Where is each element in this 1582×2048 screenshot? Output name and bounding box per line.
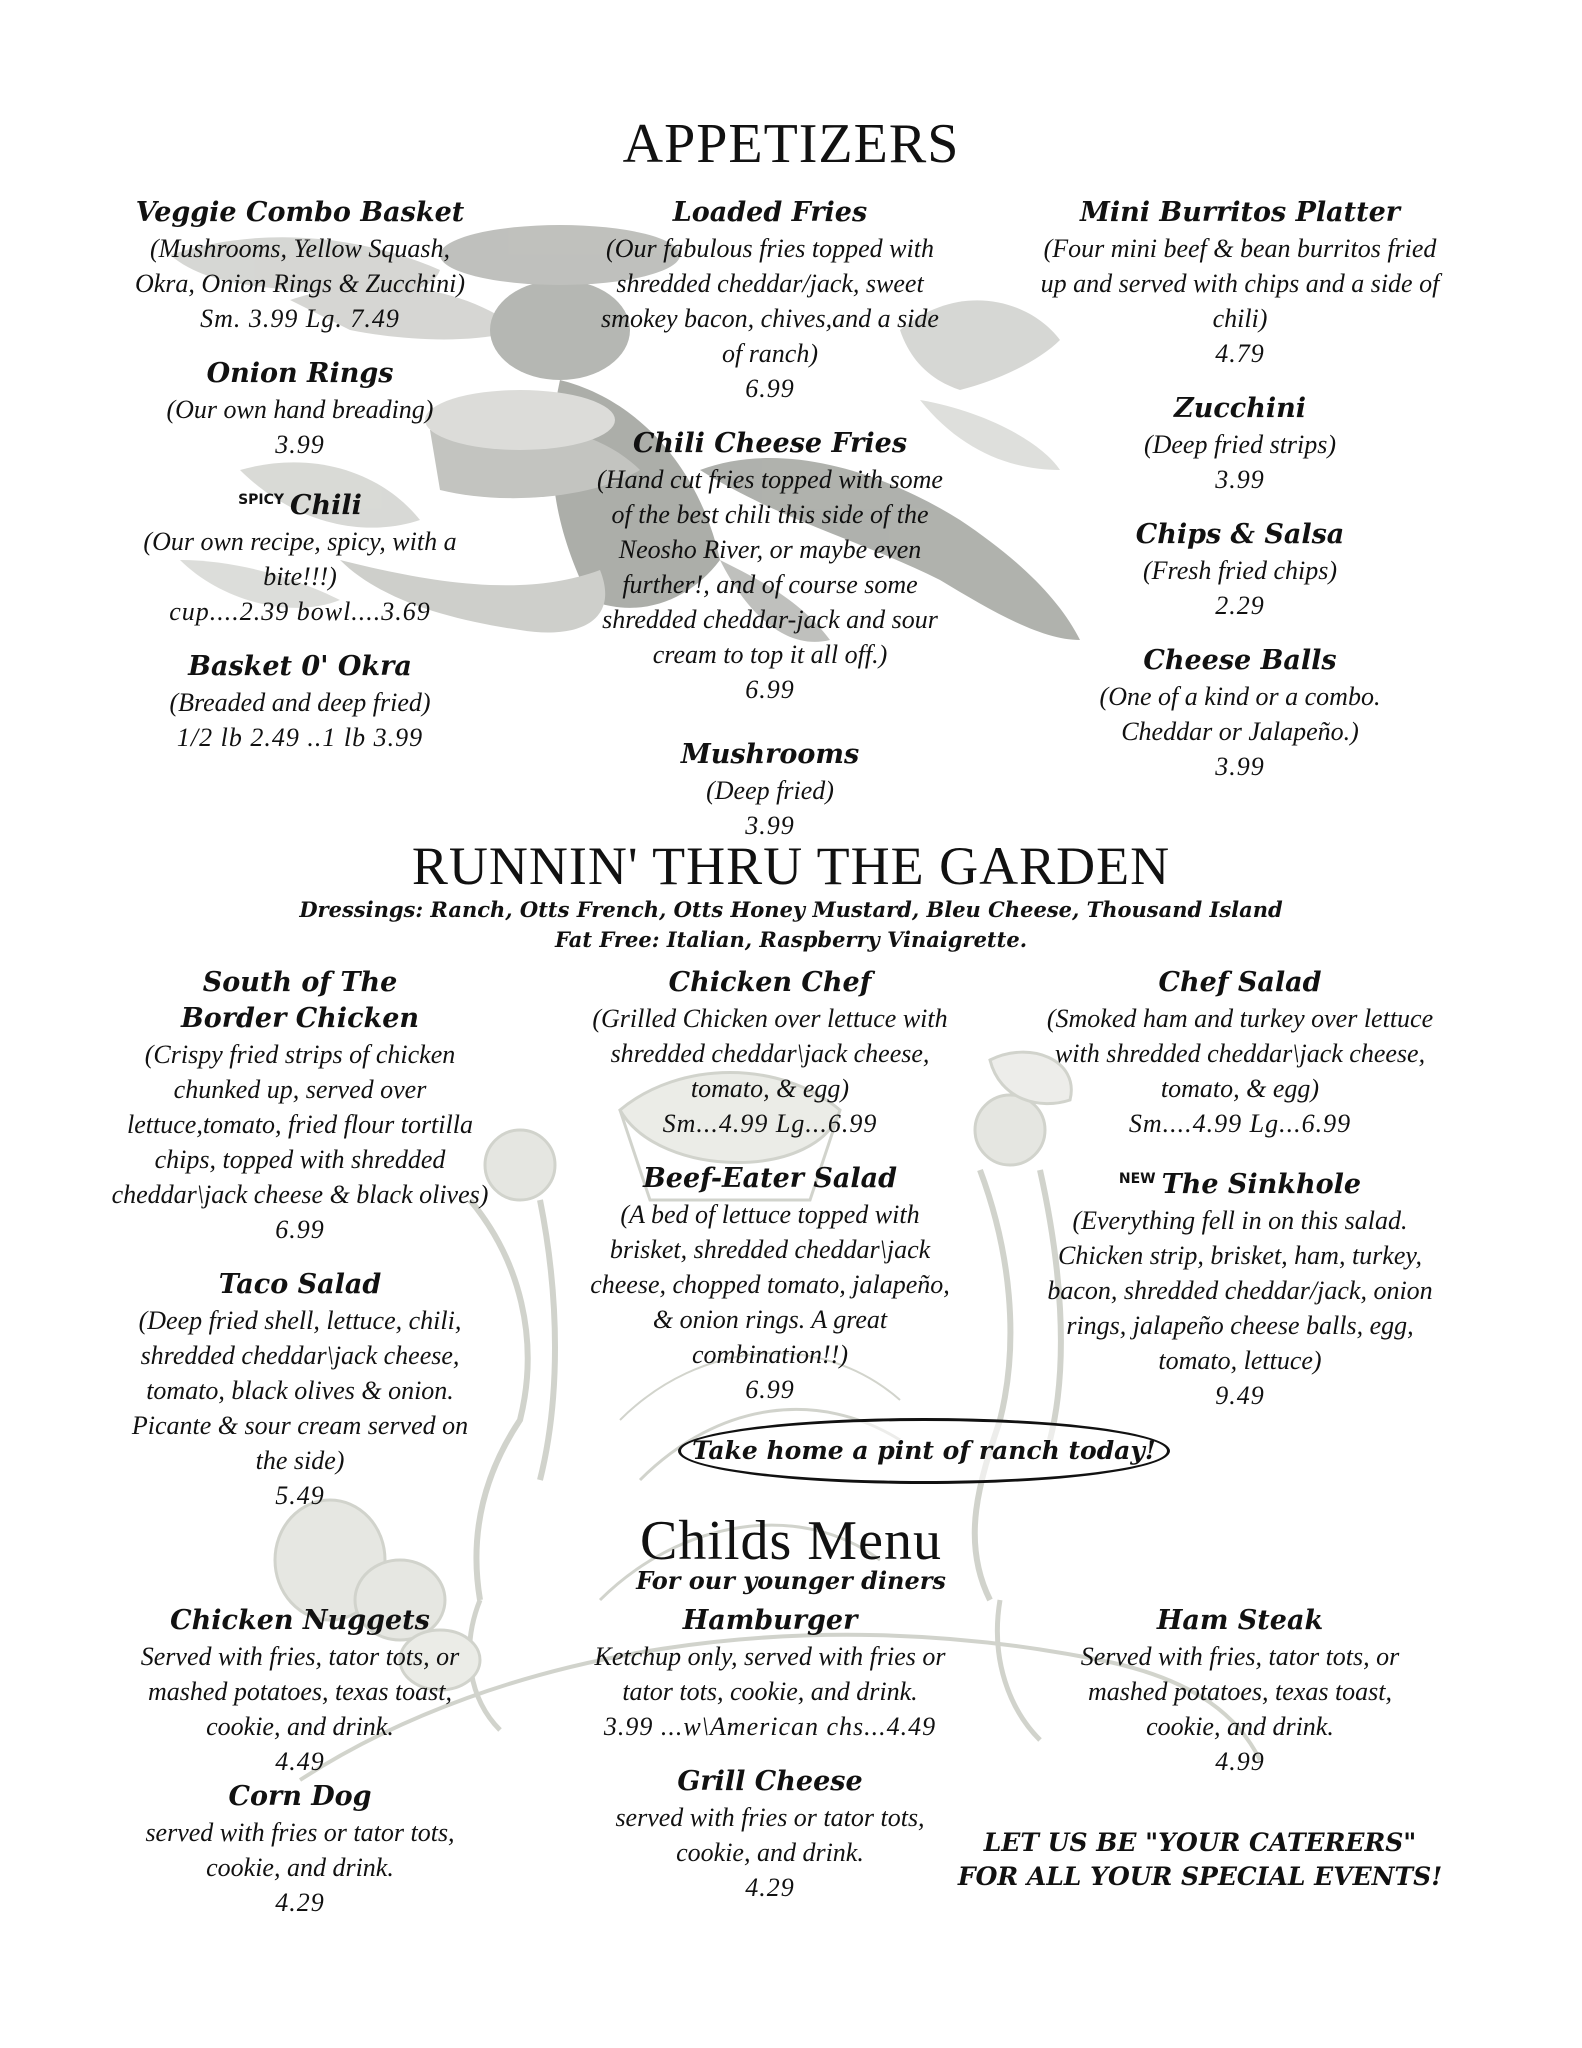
menu-item <box>110 965 490 1247</box>
garden-title: RUNNIN' THRU THE GARDEN <box>411 836 1171 896</box>
item-price: 4.29 <box>745 1873 795 1902</box>
garden-column-1 <box>110 965 490 1513</box>
dressings-line-1: Dressings: Ranch, Otts French, Otts Honey Mustard, Bleu Cheese, Thousand Island <box>299 897 1283 922</box>
item-name: Veggie Combo Basket <box>135 197 465 228</box>
item-description: (Mushrooms, Yellow Squash, Okra, Onion Rings & Zucchini) <box>134 234 466 298</box>
item-description: served with fries or tator tots, cookie, and drink. <box>145 1818 455 1882</box>
item-description: (Breaded and deep fried) <box>169 688 431 717</box>
item-name: Corn Dog <box>228 1781 372 1812</box>
item-description: (Our own hand breading) <box>166 395 434 424</box>
menu-item <box>110 195 490 336</box>
item-price: Sm...4.99 Lg...6.99 <box>662 1109 878 1138</box>
childs-menu-subtitle: For our younger diners <box>636 1566 946 1595</box>
item-price: 5.49 <box>275 1481 325 1510</box>
menu-item <box>110 1779 490 1920</box>
item-name: Chef Salad <box>1158 967 1322 998</box>
item-price: cup....2.39 bowl....3.69 <box>169 597 431 626</box>
item-name: Chicken Nuggets <box>170 1605 430 1636</box>
item-price: 6.99 <box>745 675 795 704</box>
item-price: 6.99 <box>745 1375 795 1404</box>
catering-line-1: LET US BE "YOUR CATERERS" <box>983 1828 1417 1857</box>
item-name: Basket 0' Okra <box>188 651 412 682</box>
spicy-tag: SPICY <box>238 492 285 508</box>
item-price: 4.49 <box>275 1747 325 1776</box>
menu-item <box>1040 195 1440 371</box>
item-name: Cheese Balls <box>1143 645 1337 676</box>
item-name: Onion Rings <box>206 358 394 389</box>
item-price: 4.79 <box>1215 339 1265 368</box>
item-price: 6.99 <box>275 1215 325 1244</box>
childs-column-1 <box>110 1603 490 1920</box>
catering-note <box>900 1826 1500 1894</box>
item-description: (Grilled Chicken over lettuce with shredded cheddar\jack cheese, tomato, & egg) <box>592 1004 948 1103</box>
item-name: Loaded Fries <box>672 197 868 228</box>
item-description: Ketchup only, served with fries or tator tots, cookie, and drink. <box>594 1642 946 1706</box>
menu-item <box>1040 965 1440 1141</box>
item-name: Chips & Salsa <box>1135 519 1345 550</box>
menu-item <box>1040 643 1440 784</box>
item-name: Chili Cheese Fries <box>632 428 908 459</box>
menu-item <box>110 1267 490 1513</box>
item-name: Mushrooms <box>680 739 860 770</box>
item-price: 3.99 <box>1215 465 1265 494</box>
item-price: 4.29 <box>275 1888 325 1917</box>
dressings-line-2: Fat Free: Italian, Raspberry Vinaigrette. <box>554 927 1028 952</box>
item-description: (Our fabulous fries topped with shredded cheddar/jack, sweet smokey bacon, chives,and a side of ranch) <box>601 234 939 368</box>
menu-item <box>1040 517 1440 623</box>
menu-item <box>580 965 960 1141</box>
menu-item <box>110 1603 490 1779</box>
appetizers-column-2 <box>580 195 960 843</box>
item-name: $^{SPICY}$ Chili <box>238 490 362 521</box>
item-name: South of The Border Chicken <box>180 967 420 1034</box>
menu-item <box>110 649 490 755</box>
appetizers-column-1 <box>110 195 490 755</box>
new-tag: NEW <box>1118 1171 1156 1187</box>
menu-item <box>1040 1161 1440 1413</box>
menu-item <box>580 195 960 406</box>
item-name: Taco Salad <box>218 1269 382 1300</box>
item-price: 4.99 <box>1215 1747 1265 1776</box>
item-description: (Our own recipe, spicy, with a bite!!!) <box>143 527 457 591</box>
item-price: 1/2 lb 2.49 ..1 lb 3.99 <box>176 723 424 752</box>
appetizers-title: APPETIZERS <box>622 113 960 175</box>
item-description: (Hand cut fries topped with some of the best chili this side of the Neosho River, or maybe even further!, and of course some shredded cheddar-jack and sour cream to top it all off.) <box>597 465 943 669</box>
item-description: Served with fries, tator tots, or mashed potatoes, texas toast, cookie, and drink. <box>140 1642 460 1741</box>
menu-item <box>1040 391 1440 497</box>
item-name: Mini Burritos Platter <box>1079 197 1401 228</box>
item-description: (One of a kind or a combo. Cheddar or Jalapeño.) <box>1099 682 1381 746</box>
item-description: (Deep fried shell, lettuce, chili, shredded cheddar\jack cheese, tomato, black olives & onion. Picante & sour cream served on the side) <box>131 1306 469 1475</box>
ranch-promo-oval <box>678 1418 1170 1484</box>
appetizers-column-3 <box>1040 195 1440 784</box>
garden-column-2 <box>580 965 960 1407</box>
item-price: 6.99 <box>745 374 795 403</box>
item-price: 3.99 <box>275 430 325 459</box>
item-price: 3.99 ...w\American chs...4.49 <box>603 1712 937 1741</box>
menu-item <box>580 1603 960 1744</box>
menu-item <box>110 356 490 462</box>
item-price: 3.99 <box>1215 752 1265 781</box>
item-name: $^{NEW}$ The Sinkhole <box>1118 1169 1362 1200</box>
item-description: (Deep fried) <box>706 776 834 805</box>
childs-menu-title: Childs Menu <box>640 1510 942 1572</box>
item-description: (A bed of lettuce topped with brisket, shredded cheddar\jack cheese, chopped tomato, jalapeño, & onion rings. A great combination!!) <box>590 1200 950 1369</box>
menu-item <box>580 1161 960 1407</box>
ranch-promo-text: Take home a pint of ranch today! <box>692 1436 1156 1465</box>
item-price: 2.29 <box>1215 591 1265 620</box>
item-description: (Fresh fried chips) <box>1143 556 1337 585</box>
item-description: (Deep fried strips) <box>1143 430 1337 459</box>
item-name: Beef-Eater Salad <box>642 1163 897 1194</box>
menu-item <box>110 482 490 629</box>
item-name: Ham Steak <box>1156 1605 1324 1636</box>
garden-column-3 <box>1040 965 1440 1413</box>
item-name: Hamburger <box>682 1605 858 1636</box>
item-name: Grill Cheese <box>677 1766 863 1797</box>
item-price: Sm....4.99 Lg...6.99 <box>1128 1109 1352 1138</box>
item-description: Served with fries, tator tots, or mashed potatoes, texas toast, cookie, and drink. <box>1080 1642 1400 1741</box>
item-description: (Four mini beef & bean burritos fried up and served with chips and a side of chili) <box>1040 234 1440 333</box>
item-description: (Crispy fried strips of chicken chunked up, served over lettuce,tomato, fried flour tortilla chips, topped with shredded cheddar\jack cheese & black olives) <box>111 1040 489 1209</box>
catering-line-2: FOR ALL YOUR SPECIAL EVENTS! <box>957 1862 1443 1891</box>
menu-item <box>580 426 960 707</box>
item-description: served with fries or tator tots, cookie, and drink. <box>615 1803 925 1867</box>
item-name: Zucchini <box>1174 393 1306 424</box>
childs-column-3 <box>1040 1603 1440 1779</box>
item-price: 3.99 <box>745 811 795 840</box>
menu-item <box>580 737 960 843</box>
item-price: Sm. 3.99 Lg. 7.49 <box>200 304 400 333</box>
menu-item <box>1040 1603 1440 1779</box>
item-description: (Smoked ham and turkey over lettuce with shredded cheddar\jack cheese, tomato, & egg) <box>1046 1004 1434 1103</box>
item-description: (Everything fell in on this salad. Chicken strip, brisket, ham, turkey, bacon, shredded cheddar/jack, onion rings, jalapeño cheese balls, egg, tomato, lettuce) <box>1047 1206 1433 1375</box>
item-name: Chicken Chef <box>668 967 872 998</box>
item-price: 9.49 <box>1215 1381 1265 1410</box>
